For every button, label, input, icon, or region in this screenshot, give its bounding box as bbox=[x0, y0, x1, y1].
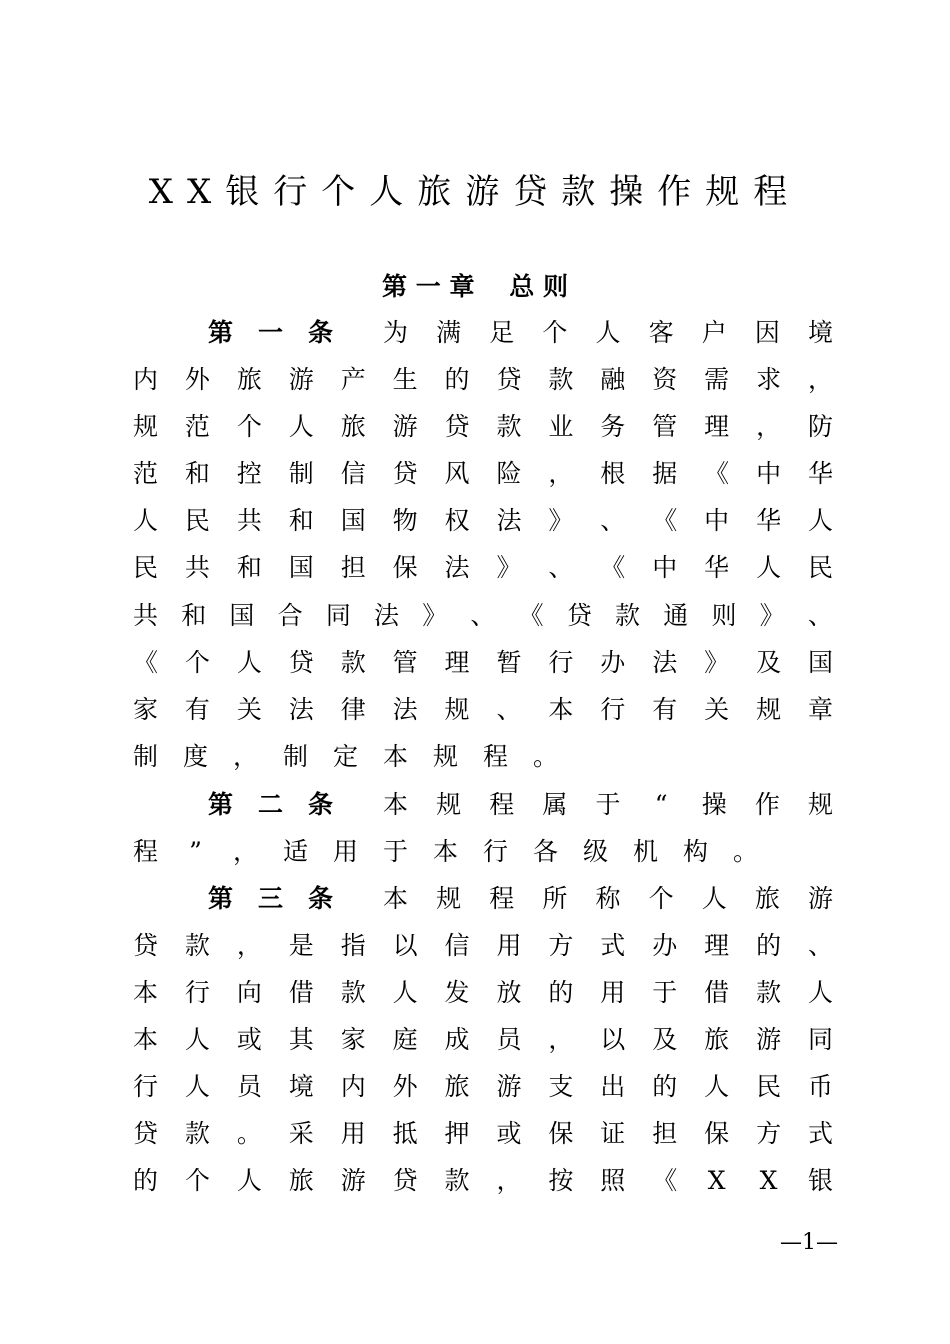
glyph: 制 bbox=[283, 742, 309, 771]
glyph: 保 bbox=[704, 1119, 730, 1148]
glyph: 款 bbox=[756, 978, 782, 1007]
article-1-line-4 bbox=[133, 454, 833, 494]
glyph: 信 bbox=[340, 459, 366, 488]
glyph: 人 bbox=[236, 1166, 262, 1195]
article-1-line-1 bbox=[383, 313, 833, 353]
glyph: 本 bbox=[548, 695, 574, 724]
article-2-label bbox=[208, 785, 333, 825]
label-glyph: 二 bbox=[257, 790, 283, 819]
glyph: 款 bbox=[340, 648, 366, 677]
glyph: 和 bbox=[236, 553, 262, 582]
glyph: 和 bbox=[184, 459, 210, 488]
glyph: 国 bbox=[807, 648, 833, 677]
glyph: 贷 bbox=[288, 648, 314, 677]
glyph: 》 bbox=[496, 553, 522, 582]
glyph: 本 bbox=[383, 790, 409, 819]
glyph: 人 bbox=[392, 978, 418, 1007]
glyph: ， bbox=[233, 837, 259, 866]
glyph: 律 bbox=[340, 695, 366, 724]
glyph: 于 bbox=[595, 790, 621, 819]
glyph: ， bbox=[756, 412, 782, 441]
glyph: 范 bbox=[184, 412, 210, 441]
glyph: 、 bbox=[496, 695, 522, 724]
glyph: 人 bbox=[236, 648, 262, 677]
glyph: 本 bbox=[133, 1025, 159, 1054]
glyph: 境 bbox=[808, 318, 834, 347]
page-number: —1— bbox=[780, 1230, 838, 1255]
glyph: 作 bbox=[754, 790, 780, 819]
glyph: 放 bbox=[496, 978, 522, 1007]
glyph: 个 bbox=[648, 884, 674, 913]
glyph: 规 bbox=[433, 742, 459, 771]
glyph: 款 bbox=[548, 365, 574, 394]
glyph: ， bbox=[496, 1166, 522, 1195]
glyph: 个 bbox=[542, 318, 568, 347]
glyph: 个 bbox=[184, 1166, 210, 1195]
glyph: 于 bbox=[652, 978, 678, 1007]
glyph: 借 bbox=[288, 978, 314, 1007]
glyph: 民 bbox=[807, 553, 833, 582]
glyph: 。 bbox=[733, 837, 759, 866]
glyph: 同 bbox=[325, 601, 351, 630]
glyph: 法 bbox=[374, 601, 400, 630]
glyph: 和 bbox=[181, 601, 207, 630]
glyph: 的 bbox=[444, 365, 470, 394]
article-1-line-10 bbox=[133, 737, 833, 777]
glyph: 操 bbox=[701, 790, 727, 819]
article-3-line-5 bbox=[133, 1067, 833, 1107]
glyph: 行 bbox=[133, 1072, 159, 1101]
glyph: 程 bbox=[133, 837, 159, 866]
glyph: 户 bbox=[701, 318, 727, 347]
glyph: 的 bbox=[756, 931, 782, 960]
glyph: 民 bbox=[133, 553, 159, 582]
glyph: ” bbox=[189, 837, 202, 866]
glyph: 、 bbox=[548, 553, 574, 582]
article-3-line-2 bbox=[133, 926, 833, 966]
glyph: 外 bbox=[184, 365, 210, 394]
glyph: 人 bbox=[704, 1072, 730, 1101]
glyph: 人 bbox=[807, 506, 833, 535]
glyph: 称 bbox=[595, 884, 621, 913]
article-3-line-3 bbox=[133, 973, 833, 1013]
glyph: 押 bbox=[444, 1119, 470, 1148]
article-1-line-8 bbox=[133, 643, 833, 683]
label-glyph: 第 bbox=[208, 318, 234, 347]
label-glyph: 条 bbox=[307, 790, 333, 819]
glyph: 中 bbox=[652, 553, 678, 582]
article-1-first-line bbox=[208, 313, 833, 353]
glyph: 民 bbox=[756, 1072, 782, 1101]
glyph: 理 bbox=[704, 931, 730, 960]
glyph: 行 bbox=[184, 978, 210, 1007]
glyph: 庭 bbox=[392, 1025, 418, 1054]
glyph: 《 bbox=[518, 601, 544, 630]
glyph: 因 bbox=[754, 318, 780, 347]
article-1-line-5 bbox=[133, 501, 833, 541]
glyph: 个 bbox=[236, 412, 262, 441]
glyph: X bbox=[707, 1166, 726, 1195]
glyph: 》 bbox=[704, 648, 730, 677]
glyph: 本 bbox=[433, 837, 459, 866]
article-2-line-1 bbox=[383, 785, 833, 825]
article-3-first-line bbox=[208, 879, 833, 919]
glyph: 《 bbox=[133, 648, 159, 677]
glyph: 银 bbox=[807, 1166, 833, 1195]
glyph: 式 bbox=[600, 931, 626, 960]
label-glyph: 第 bbox=[208, 790, 234, 819]
glyph: ， bbox=[233, 742, 259, 771]
glyph: 》 bbox=[548, 506, 574, 535]
glyph: 程 bbox=[483, 742, 509, 771]
article-1-line-9 bbox=[133, 690, 833, 730]
glyph: 人 bbox=[595, 318, 621, 347]
article-3-label bbox=[208, 879, 333, 919]
glyph: 人 bbox=[184, 1072, 210, 1101]
glyph: 贷 bbox=[496, 365, 522, 394]
glyph: 满 bbox=[436, 318, 462, 347]
glyph: 旅 bbox=[340, 412, 366, 441]
article-3-line-4 bbox=[133, 1020, 833, 1060]
glyph: 人 bbox=[288, 412, 314, 441]
glyph: 出 bbox=[600, 1072, 626, 1101]
glyph: 本 bbox=[133, 978, 159, 1007]
glyph: 员 bbox=[236, 1072, 262, 1101]
glyph: 境 bbox=[288, 1072, 314, 1101]
glyph: 游 bbox=[340, 1166, 366, 1195]
glyph: 支 bbox=[548, 1072, 574, 1101]
glyph: 行 bbox=[483, 837, 509, 866]
glyph: 共 bbox=[133, 601, 159, 630]
glyph: 游 bbox=[808, 884, 834, 913]
glyph: 或 bbox=[496, 1119, 522, 1148]
glyph: 于 bbox=[383, 837, 409, 866]
glyph: 《 bbox=[704, 459, 730, 488]
glyph: 行 bbox=[600, 695, 626, 724]
glyph: 款 bbox=[340, 978, 366, 1007]
glyph: 管 bbox=[392, 648, 418, 677]
glyph: 管 bbox=[652, 412, 678, 441]
glyph: 款 bbox=[496, 412, 522, 441]
glyph: 用 bbox=[496, 931, 522, 960]
glyph: 人 bbox=[133, 506, 159, 535]
glyph: 旅 bbox=[704, 1025, 730, 1054]
glyph: 理 bbox=[704, 412, 730, 441]
glyph: 根 bbox=[600, 459, 626, 488]
glyph: 、 bbox=[470, 601, 496, 630]
glyph: 用 bbox=[333, 837, 359, 866]
glyph: 共 bbox=[184, 553, 210, 582]
glyph: 按 bbox=[548, 1166, 574, 1195]
glyph: 为 bbox=[383, 318, 409, 347]
glyph: 贷 bbox=[133, 931, 159, 960]
glyph: 民 bbox=[184, 506, 210, 535]
glyph: 及 bbox=[756, 648, 782, 677]
glyph: 足 bbox=[489, 318, 515, 347]
glyph: 款 bbox=[444, 1166, 470, 1195]
label-glyph: 三 bbox=[257, 884, 283, 913]
glyph: 规 bbox=[133, 412, 159, 441]
glyph: ， bbox=[548, 459, 574, 488]
glyph: 中 bbox=[756, 459, 782, 488]
glyph: ， bbox=[548, 1025, 574, 1054]
glyph: 关 bbox=[236, 695, 262, 724]
glyph: 是 bbox=[288, 931, 314, 960]
glyph: 抵 bbox=[392, 1119, 418, 1148]
glyph: 或 bbox=[236, 1025, 262, 1054]
article-2-first-line bbox=[208, 785, 833, 825]
glyph: 国 bbox=[340, 506, 366, 535]
glyph: 法 bbox=[496, 506, 522, 535]
glyph: 有 bbox=[652, 695, 678, 724]
glyph: 属 bbox=[542, 790, 568, 819]
glyph: 有 bbox=[184, 695, 210, 724]
glyph: 和 bbox=[288, 506, 314, 535]
glyph: 游 bbox=[496, 1072, 522, 1101]
glyph: 规 bbox=[756, 695, 782, 724]
glyph: 办 bbox=[600, 648, 626, 677]
glyph: 指 bbox=[340, 931, 366, 960]
glyph: 控 bbox=[236, 459, 262, 488]
glyph: 照 bbox=[600, 1166, 626, 1195]
glyph: ， bbox=[807, 365, 833, 394]
glyph: 的 bbox=[133, 1166, 159, 1195]
article-1-line-7 bbox=[133, 596, 833, 636]
glyph: 人 bbox=[807, 978, 833, 1007]
glyph: 机 bbox=[633, 837, 659, 866]
glyph: 中 bbox=[704, 506, 730, 535]
glyph: 权 bbox=[444, 506, 470, 535]
glyph: 适 bbox=[283, 837, 309, 866]
glyph: 的 bbox=[652, 1072, 678, 1101]
glyph: 方 bbox=[548, 931, 574, 960]
article-1-line-6 bbox=[133, 548, 833, 588]
glyph: 方 bbox=[756, 1119, 782, 1148]
glyph: 级 bbox=[583, 837, 609, 866]
glyph: 范 bbox=[133, 459, 159, 488]
glyph: 担 bbox=[340, 553, 366, 582]
label-glyph: 第 bbox=[208, 884, 234, 913]
glyph: 家 bbox=[133, 695, 159, 724]
glyph: 据 bbox=[652, 459, 678, 488]
glyph: 理 bbox=[444, 648, 470, 677]
glyph: 旅 bbox=[754, 884, 780, 913]
glyph: 、 bbox=[807, 931, 833, 960]
glyph: 款 bbox=[615, 601, 641, 630]
glyph: 法 bbox=[392, 695, 418, 724]
glyph: 程 bbox=[489, 790, 515, 819]
glyph: 其 bbox=[288, 1025, 314, 1054]
document-title: XX银行个人旅游贷款操作规程 bbox=[148, 172, 802, 212]
glyph: 章 bbox=[807, 695, 833, 724]
glyph: 华 bbox=[704, 553, 730, 582]
glyph: 风 bbox=[444, 459, 470, 488]
glyph: 《 bbox=[600, 553, 626, 582]
glyph: 《 bbox=[652, 506, 678, 535]
glyph: 共 bbox=[236, 506, 262, 535]
glyph: 》 bbox=[759, 601, 785, 630]
article-3-line-1 bbox=[383, 879, 833, 919]
glyph: 用 bbox=[340, 1119, 366, 1148]
glyph: 本 bbox=[383, 742, 409, 771]
glyph: 的 bbox=[548, 978, 574, 1007]
glyph: 法 bbox=[652, 648, 678, 677]
glyph: 游 bbox=[288, 365, 314, 394]
glyph: 保 bbox=[392, 553, 418, 582]
glyph: 国 bbox=[288, 553, 314, 582]
glyph: 信 bbox=[444, 931, 470, 960]
glyph: 规 bbox=[436, 790, 462, 819]
glyph: 办 bbox=[652, 931, 678, 960]
glyph: 旅 bbox=[236, 365, 262, 394]
glyph: 制 bbox=[133, 742, 159, 771]
glyph: 法 bbox=[444, 553, 470, 582]
glyph: 所 bbox=[542, 884, 568, 913]
article-1-label bbox=[208, 313, 333, 353]
glyph: 规 bbox=[808, 790, 834, 819]
glyph: 发 bbox=[444, 978, 470, 1007]
glyph: 防 bbox=[807, 412, 833, 441]
glyph: 暂 bbox=[496, 648, 522, 677]
glyph: 证 bbox=[600, 1119, 626, 1148]
glyph: 向 bbox=[236, 978, 262, 1007]
glyph: 定 bbox=[333, 742, 359, 771]
glyph: 务 bbox=[600, 412, 626, 441]
glyph: 融 bbox=[600, 365, 626, 394]
glyph: 。 bbox=[236, 1119, 262, 1148]
glyph: 款 bbox=[184, 1119, 210, 1148]
glyph: 贷 bbox=[392, 1166, 418, 1195]
glyph: ， bbox=[236, 931, 262, 960]
glyph: 资 bbox=[652, 365, 678, 394]
glyph: 个 bbox=[184, 648, 210, 677]
glyph: 求 bbox=[756, 365, 782, 394]
glyph: 贷 bbox=[133, 1119, 159, 1148]
glyph: 物 bbox=[392, 506, 418, 535]
article-2-line-2 bbox=[133, 832, 833, 872]
glyph: 国 bbox=[229, 601, 255, 630]
glyph: 借 bbox=[704, 978, 730, 1007]
glyph: 则 bbox=[711, 601, 737, 630]
glyph: 险 bbox=[496, 459, 522, 488]
glyph: 保 bbox=[548, 1119, 574, 1148]
glyph: 《 bbox=[652, 1166, 678, 1195]
glyph: 法 bbox=[288, 695, 314, 724]
glyph: 式 bbox=[807, 1119, 833, 1148]
glyph: 贷 bbox=[566, 601, 592, 630]
article-3-line-6 bbox=[133, 1114, 833, 1154]
glyph: 人 bbox=[756, 553, 782, 582]
glyph: 员 bbox=[496, 1025, 522, 1054]
glyph: 产 bbox=[340, 365, 366, 394]
glyph: 本 bbox=[383, 884, 409, 913]
glyph: 外 bbox=[392, 1072, 418, 1101]
glyph: “ bbox=[654, 790, 668, 819]
glyph: 制 bbox=[288, 459, 314, 488]
glyph: 关 bbox=[704, 695, 730, 724]
glyph: 旅 bbox=[444, 1072, 470, 1101]
glyph: 内 bbox=[340, 1072, 366, 1101]
glyph: 款 bbox=[184, 931, 210, 960]
glyph: 以 bbox=[600, 1025, 626, 1054]
glyph: 构 bbox=[683, 837, 709, 866]
glyph: 以 bbox=[392, 931, 418, 960]
glyph: 度 bbox=[183, 742, 209, 771]
glyph: 人 bbox=[184, 1025, 210, 1054]
glyph: 各 bbox=[533, 837, 559, 866]
glyph: 行 bbox=[548, 648, 574, 677]
glyph: 规 bbox=[444, 695, 470, 724]
glyph: 旅 bbox=[288, 1166, 314, 1195]
glyph: 。 bbox=[533, 742, 559, 771]
glyph: 需 bbox=[704, 365, 730, 394]
glyph: 程 bbox=[489, 884, 515, 913]
label-glyph: 一 bbox=[257, 318, 283, 347]
glyph: 生 bbox=[392, 365, 418, 394]
glyph: 采 bbox=[288, 1119, 314, 1148]
glyph: 通 bbox=[663, 601, 689, 630]
article-1-line-2 bbox=[133, 360, 833, 400]
article-1-line-3 bbox=[133, 407, 833, 447]
glyph: 》 bbox=[422, 601, 448, 630]
glyph: 游 bbox=[756, 1025, 782, 1054]
glyph: 币 bbox=[807, 1072, 833, 1101]
glyph: 合 bbox=[277, 601, 303, 630]
label-glyph: 条 bbox=[307, 318, 333, 347]
glyph: X bbox=[759, 1166, 778, 1195]
glyph: 华 bbox=[756, 506, 782, 535]
glyph: 家 bbox=[340, 1025, 366, 1054]
glyph: 同 bbox=[807, 1025, 833, 1054]
glyph: 及 bbox=[652, 1025, 678, 1054]
article-3-line-7 bbox=[133, 1161, 833, 1201]
glyph: 、 bbox=[600, 506, 626, 535]
glyph: 内 bbox=[133, 365, 159, 394]
chapter-heading: 第 一 章 总 则 bbox=[382, 272, 568, 301]
label-glyph: 条 bbox=[307, 884, 333, 913]
glyph: 贷 bbox=[392, 459, 418, 488]
glyph: 业 bbox=[548, 412, 574, 441]
glyph: 华 bbox=[807, 459, 833, 488]
glyph: 客 bbox=[648, 318, 674, 347]
glyph: 、 bbox=[807, 601, 833, 630]
glyph: 成 bbox=[444, 1025, 470, 1054]
glyph: 用 bbox=[600, 978, 626, 1007]
glyph: 人 bbox=[701, 884, 727, 913]
glyph: 游 bbox=[392, 412, 418, 441]
glyph: 规 bbox=[436, 884, 462, 913]
glyph: 贷 bbox=[444, 412, 470, 441]
glyph: 担 bbox=[652, 1119, 678, 1148]
